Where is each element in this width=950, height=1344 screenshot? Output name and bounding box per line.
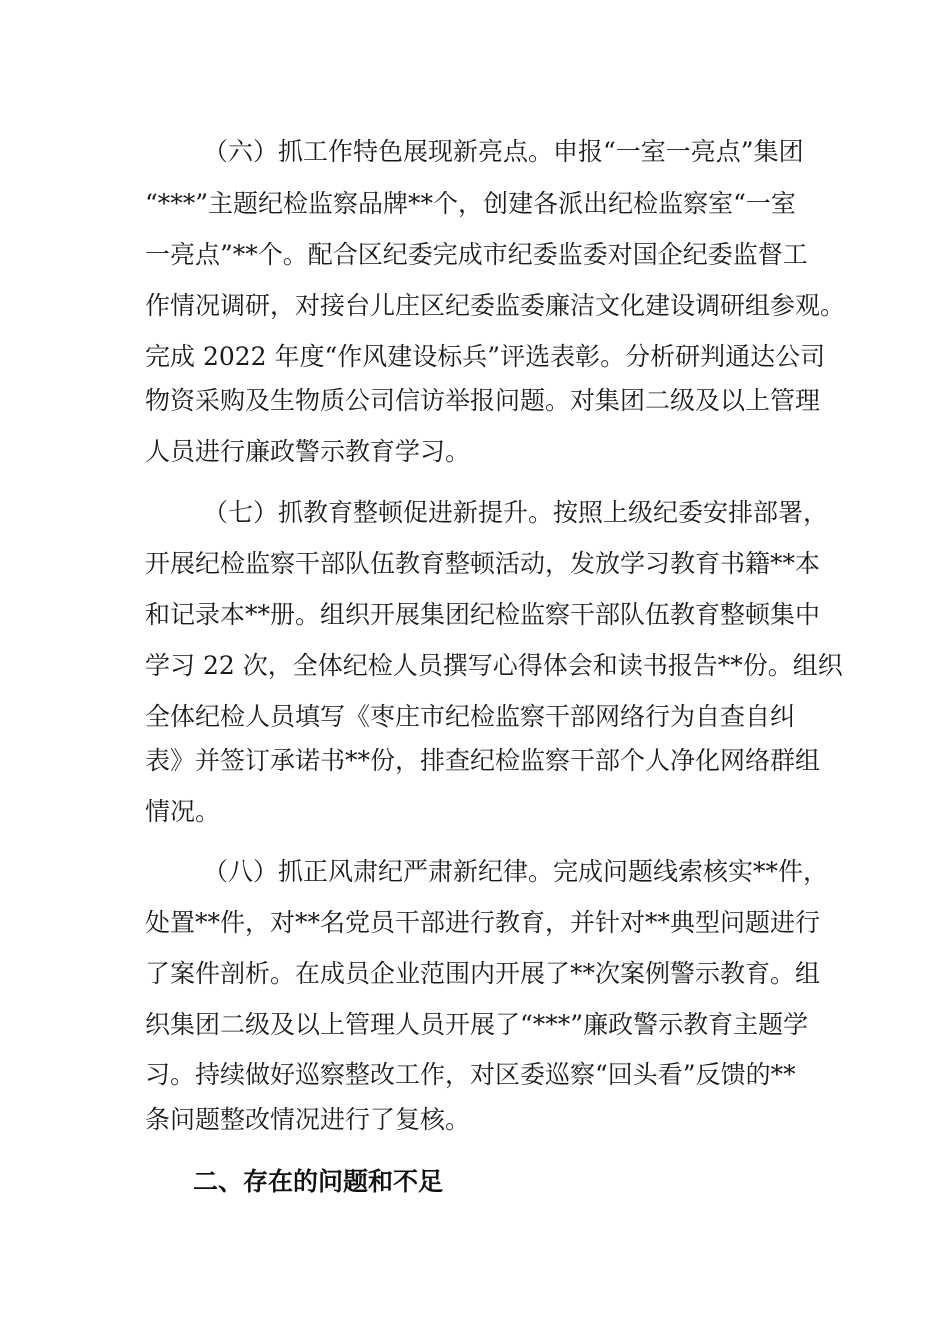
paragraph-7-line-5: 全体纪检人员填写《枣庄市纪检监察干部网络行为自查自纠 bbox=[145, 702, 796, 731]
paragraph-8-line-2: 处置**件，对**名党员干部进行教育，并针对**典型问题进行 bbox=[145, 908, 821, 937]
paragraph-6-line-4: 作情况调研，对接台儿庄区纪委监委廉洁文化建设调研组参观。 bbox=[145, 291, 846, 320]
paragraph-6-line-1: （六）抓工作特色展现新亮点。申报“一室一亮点”集团 bbox=[203, 137, 804, 166]
paragraph-8-line-4: 织集团二级及以上管理人员开展了“***”廉政警示教育主题学 bbox=[145, 1010, 809, 1039]
paragraph-8-line-3: 了案件剖析。在成员企业范围内开展了**次案例警示教育。组 bbox=[145, 959, 821, 988]
paragraph-7-line-2: 开展纪检监察干部队伍教育整顿活动，发放学习教育书籍**本 bbox=[145, 549, 821, 578]
paragraph-8-line-6: 条问题整改情况进行了复核。 bbox=[145, 1105, 471, 1134]
paragraph-6-line-2: “***”主题纪检监察品牌**个，创建各派出纪检监察室“一室 bbox=[145, 189, 796, 218]
paragraph-7-line-6: 表》并签订承诺书**份，排查纪检监察干部个人净化网络群组 bbox=[145, 746, 821, 775]
paragraph-7-line-1: （七）抓教育整顿促进新提升。按照上级纪委安排部署， bbox=[203, 498, 829, 527]
paragraph-6-line-3: 一亮点”**个。配合区纪委完成市纪委监委对国企纪委监督工 bbox=[145, 240, 808, 269]
paragraph-7-line-7: 情况。 bbox=[145, 797, 221, 826]
paragraph-6-line-7: 人员进行廉政警示教育学习。 bbox=[145, 437, 471, 466]
section-heading: 二、存在的问题和不足 bbox=[193, 1167, 444, 1196]
paragraph-7-line-3: 和记录本**册。组织开展集团纪检监察干部队伍教育整顿集中 bbox=[145, 600, 821, 629]
paragraph-7-line-4: 学习 22 次，全体纪检人员撰写心得体会和读书报告**份。组织 bbox=[145, 651, 843, 680]
paragraph-6-line-6: 物资采购及生物质公司信访举报问题。对集团二级及以上管理 bbox=[145, 386, 821, 415]
paragraph-6-line-5: 完成 2022 年度“作风建设标兵”评选表彰。分析研判通达公司 bbox=[145, 342, 826, 371]
paragraph-8-line-1: （八）抓正风肃纪严肃新纪律。完成问题线索核实**件， bbox=[203, 857, 829, 886]
paragraph-8-line-5: 习。持续做好巡察整改工作，对区委巡察“回头看”反馈的** bbox=[145, 1060, 796, 1089]
